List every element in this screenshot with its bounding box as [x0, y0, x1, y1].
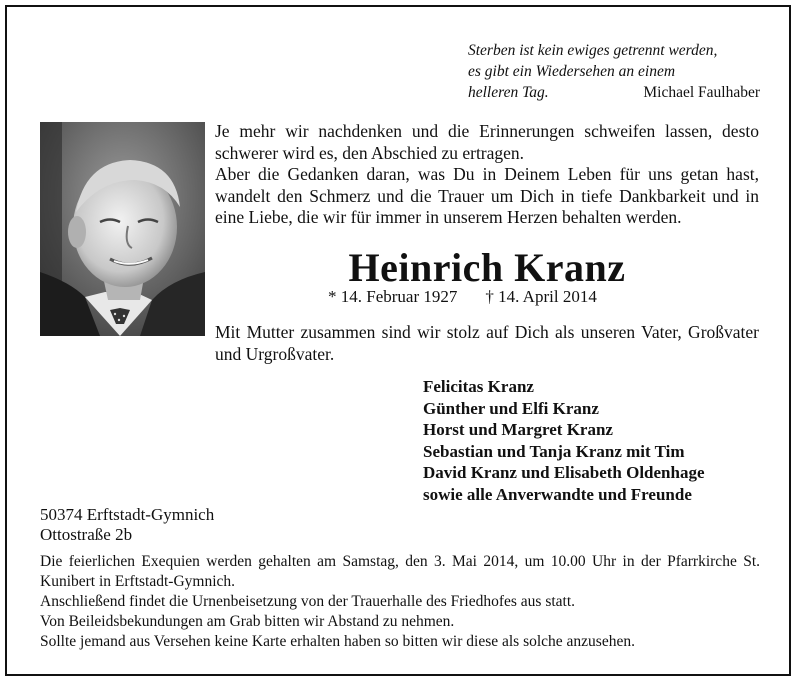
motto-quote	[468, 40, 760, 103]
family-address	[40, 505, 214, 545]
portrait-photo	[40, 122, 205, 336]
deceased-name: Heinrich Kranz	[348, 245, 626, 290]
signer-name: Sebastian und Tanja Kranz mit Tim	[423, 441, 685, 461]
signer-name: David Kranz und Elisabeth Oldenhage	[423, 463, 705, 483]
motto-line: Sterben ist kein ewiges getrennt werden,	[468, 42, 718, 59]
funeral-notice	[40, 552, 760, 652]
notice-line: Die feierlichen Exequien werden gehalten am Samstag, den 3. Mai 2014, um 10.00 Uhr in der Pfarrkirche St. Kunibert in Erftstadt-Gymnich.	[40, 553, 760, 590]
address-street: Ottostraße 2b	[40, 525, 133, 544]
intro-paragraph: Aber die Gedanken daran, was Du in Deinem Leben für uns getan hast, wandelt den Schmerz und die Trauer um Dich in tiefe Dankbarkeit und in eine Liebe, die wir für immer in unserem Herzen behalten werden.	[215, 164, 759, 227]
motto-line: es gibt ein Wiedersehen an einem	[468, 63, 676, 80]
address-city: 50374 Erftstadt-Gymnich	[40, 505, 215, 524]
motto-author: Michael Faulhaber	[643, 84, 760, 101]
signer-name: Günther und Elfi Kranz	[423, 398, 599, 418]
life-dates	[328, 287, 597, 307]
intro-paragraph: Je mehr wir nachdenken und die Erinnerungen schweifen lassen, desto schwerer wird es, den Abschied zu ertragen.	[215, 121, 759, 163]
signer-name: Felicitas Kranz	[423, 377, 534, 396]
signer-name: Horst und Margret Kranz	[423, 420, 613, 440]
pride-text: Mit Mutter zusammen sind wir stolz auf Dich als unseren Vater, Großvater und Urgroßvater.	[215, 322, 759, 364]
portrait-photo-image	[40, 122, 205, 336]
notice-line: Sollte jemand aus Versehen keine Karte erhalten haben so bitten wir diese als solche anzusehen.	[40, 633, 635, 650]
birth-date: * 14. Februar 1927	[328, 287, 458, 306]
signers-list	[423, 376, 763, 506]
motto-line: helleren Tag.	[468, 84, 549, 101]
death-date: † 14. April 2014	[485, 287, 597, 306]
signer-name: sowie alle Anverwandte und Freunde	[423, 484, 692, 504]
notice-line: Von Beileidsbekundungen am Grab bitten wir Abstand zu nehmen.	[40, 613, 455, 630]
intro-text	[215, 121, 759, 229]
notice-line: Anschließend findet die Urnenbeisetzung von der Trauerhalle des Friedhofes aus statt.	[40, 593, 576, 610]
